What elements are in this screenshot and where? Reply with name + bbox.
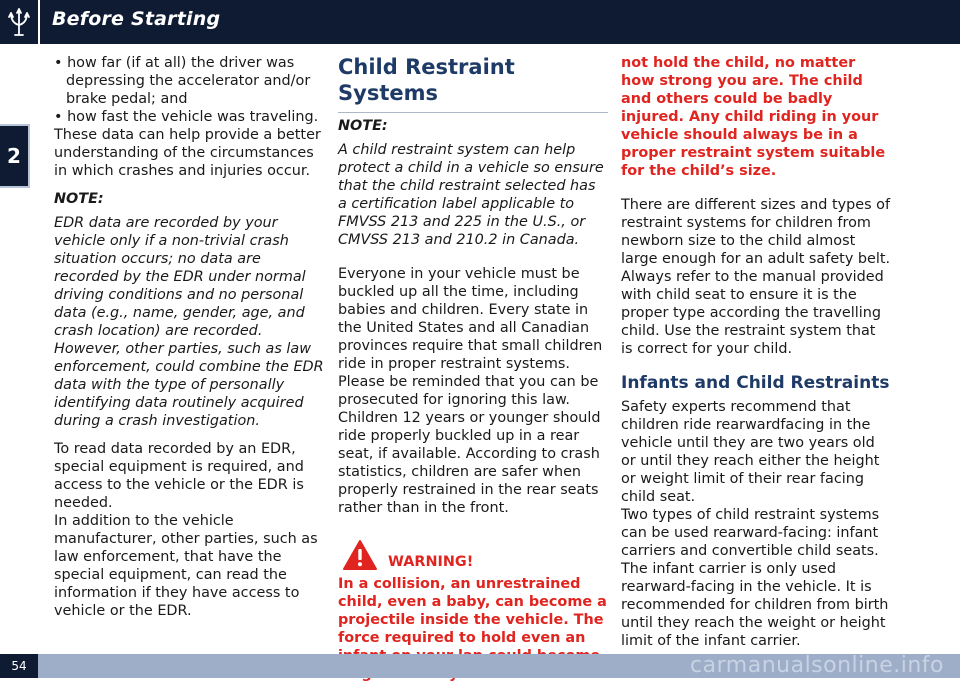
note-label: NOTE: <box>54 191 104 207</box>
chapter-tab[interactable]: 2 <box>0 124 30 188</box>
paragraph: These data can help provide a better understanding of the circumstances in which crashes and injuries occur. <box>54 127 321 179</box>
warning-text-continued: not hold the child, no matter how strong you are. The child and others could be badly injured. Any child riding in your vehicle should always be in a proper restraint system suitable for the child’s size. <box>621 55 886 179</box>
note-text: EDR data are recorded by your vehicle only if a non-trivial crash situation occurs; no data are recorded by the EDR under normal driving conditions and no personal data (e.g., name, gender, age, and crash location) are recorded. However, other parties, such as law enforcement, could combine the EDR data with the type of personally identifying data routinely acquired during a crash investigation. <box>54 215 324 429</box>
paragraph: There are different sizes and types of restraint systems for children from newborn size to the child almost large enough for an adult safety belt. Always refer to the manual provided with child seat to ensure it is the proper type according the travelling child. Use the restraint system that is correct for your child. <box>621 197 891 357</box>
chapter-title: Before Starting <box>52 8 221 30</box>
paragraph: In addition to the vehicle manufacturer, other parties, such as law enforcement, that have the special equipment, can read the information if they have access to vehicle or the EDR. <box>54 513 318 619</box>
text-column-2 <box>338 54 608 683</box>
paragraph: Safety experts recommend that children ride rearwardfacing in the vehicle until they are two years old or until they reach either the height or weight limit of their rear facing child seat. <box>621 399 880 505</box>
watermark-text: carmanualsonline.info <box>690 653 944 678</box>
text-column-1 <box>54 54 324 620</box>
text-column-3 <box>621 54 891 650</box>
subsection-title: Infants and Child Restraints <box>621 373 890 393</box>
warning-label: WARNING! <box>388 554 474 570</box>
note-label: NOTE: <box>338 118 388 134</box>
list-item: • how far (if at all) the driver was depressing the accelerator and/or brake pedal; and <box>54 55 311 107</box>
list-item: • how fast the vehicle was traveling. <box>54 109 319 125</box>
note-text: A child restraint system can help protect a child in a vehicle so ensure that the child restraint selected has a certification label applicable to FMVSS 213 and 225 in the U.S., or CMVSS 213 and 210.2 in Canada. <box>338 142 604 248</box>
page-header <box>0 0 960 44</box>
brand-logo <box>0 0 40 44</box>
paragraph: Two types of child restraint systems can be used rearward-facing: infant carriers and convertible child seats. The infant carrier is only used rearward-facing in the vehicle. It is recommended for children from birth until they reach the weight or height limit of the infant carrier. <box>621 507 889 649</box>
page-number: 54 <box>0 654 38 678</box>
warning-text: In a collision, an unrestrained child, even a baby, can become a projectile inside the vehicle. The force required to hold even an <box>338 576 607 646</box>
paragraph: Everyone in your vehicle must be buckled up all the time, including babies and children. Every state in the United States and all Canadian provinces require that small children ride in proper restraint systems. Please be reminded that you can be prosecuted for ignoring this law. Children 12 years or younger should ride properly buckled up in a rear seat, if available. According to crash statistics, children are safer when properly restrained in the rear seats rather than in the front. <box>338 266 603 516</box>
warning-triangle-icon <box>342 539 378 571</box>
paragraph: To read data recorded by an EDR, special equipment is required, and access to the vehicle or the EDR is needed. <box>54 441 304 511</box>
section-title: Child Restraint Systems <box>338 54 608 113</box>
warning-header <box>338 539 608 571</box>
trident-logo-icon <box>6 7 32 37</box>
